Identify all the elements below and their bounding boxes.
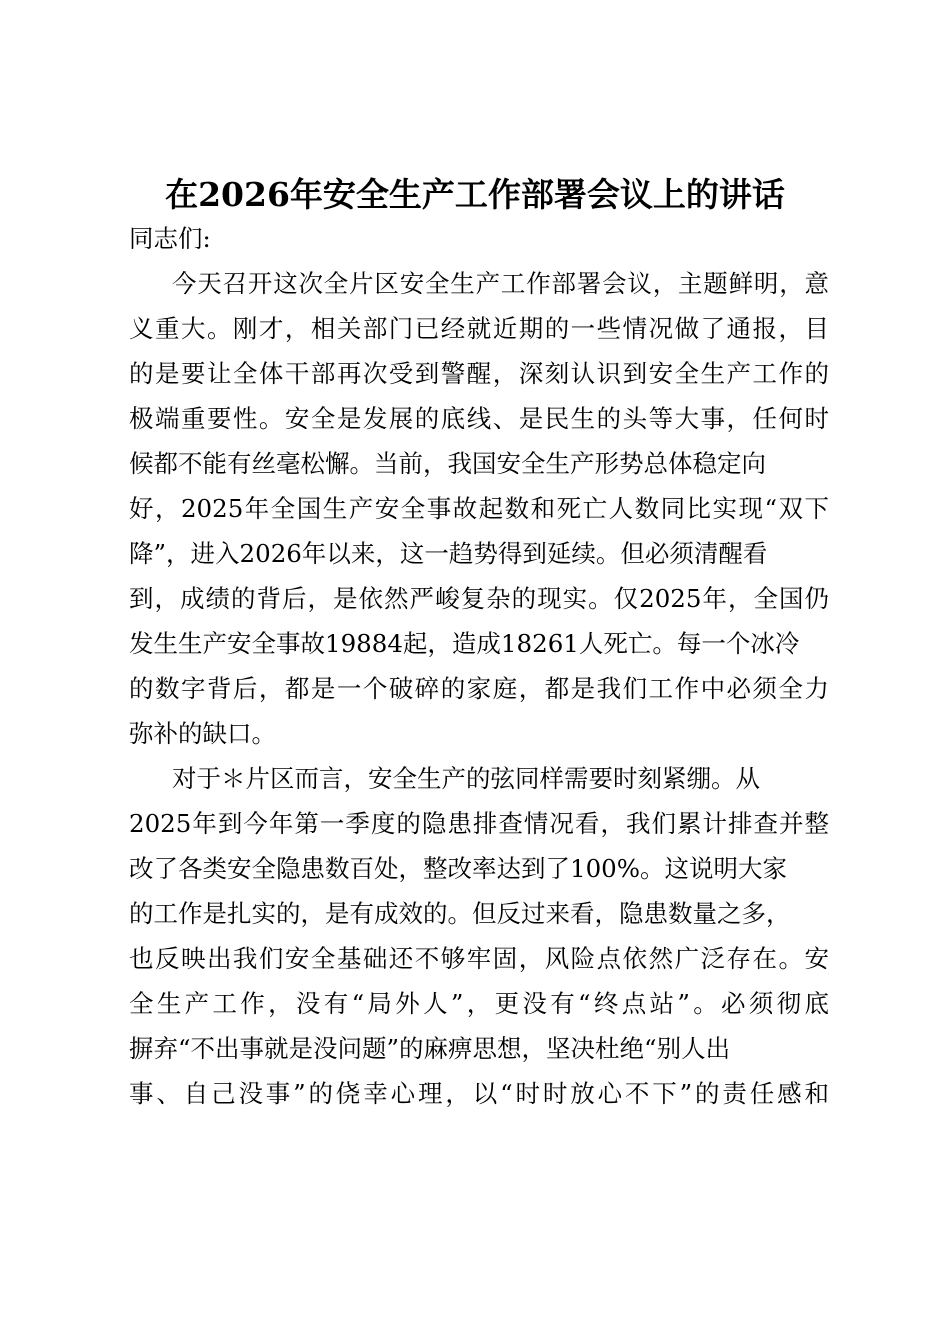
paragraph-1 — [129, 261, 829, 756]
document-title: 在2026年安全生产工作部署会议上的讲话 — [165, 175, 785, 214]
paragraph-line: 到，成绩的背后，是依然严峻复杂的现实。仅2025年，全国仍 — [129, 584, 829, 613]
paragraph-line: 的数字背后，都是一个破碎的家庭，都是我们工作中必须全力 — [129, 674, 829, 703]
paragraph-line: 改了各类安全隐患数百处，整改率达到了100%。这说明大家 — [129, 854, 788, 883]
paragraph-line: 发生生产安全事故19884起，造成18261人死亡。每一个冰冷 — [129, 629, 800, 658]
paragraph-line: 候都不能有丝毫松懈。当前，我国安全生产形势总体稳定向 — [129, 449, 766, 478]
paragraph-line: 事、自己没事”的侥幸心理，以“时时放心不下”的责任感和 — [129, 1079, 829, 1108]
paragraph-line: 对于＊片区而言，安全生产的弦同样需要时刻紧绷。从 — [172, 764, 760, 793]
salutation: 同志们: — [129, 224, 211, 253]
paragraph-line: 的是要让全体干部再次受到警醒，深刻认识到安全生产工作的 — [129, 359, 829, 388]
paragraph-line: 义重大。刚才，相关部门已经就近期的一些情况做了通报，目 — [129, 314, 829, 343]
paragraph-line: 好，2025年全国生产安全事故起数和死亡人数同比实现“双下 — [129, 494, 829, 523]
paragraph-line: 全生产工作，没有“局外人”，更没有“终点站”。必须彻底 — [129, 989, 829, 1018]
paragraph-line: 2025年到今年第一季度的隐患排查情况看，我们累计排查并整 — [129, 809, 829, 838]
paragraph-line: 今天召开这次全片区安全生产工作部署会议，主题鲜明，意 — [172, 269, 829, 298]
paragraph-line: 极端重要性。安全是发展的底线、是民生的头等大事，任何时 — [129, 404, 829, 433]
paragraph-line: 的工作是扎实的，是有成效的。但反过来看，隐患数量之多， — [129, 899, 791, 928]
paragraph-line: 弥补的缺口。 — [129, 719, 276, 748]
paragraph-2 — [129, 756, 829, 1116]
document-body — [129, 216, 829, 1116]
paragraph-line: 摒弃“不出事就是没问题”的麻痹思想，坚决杜绝“别人出 — [129, 1034, 731, 1063]
paragraph-line: 也反映出我们安全基础还不够牢固，风险点依然广泛存在。安 — [129, 944, 829, 973]
paragraph-line: 降”，进入2026年以来，这一趋势得到延续。但必须清醒看 — [129, 539, 768, 568]
